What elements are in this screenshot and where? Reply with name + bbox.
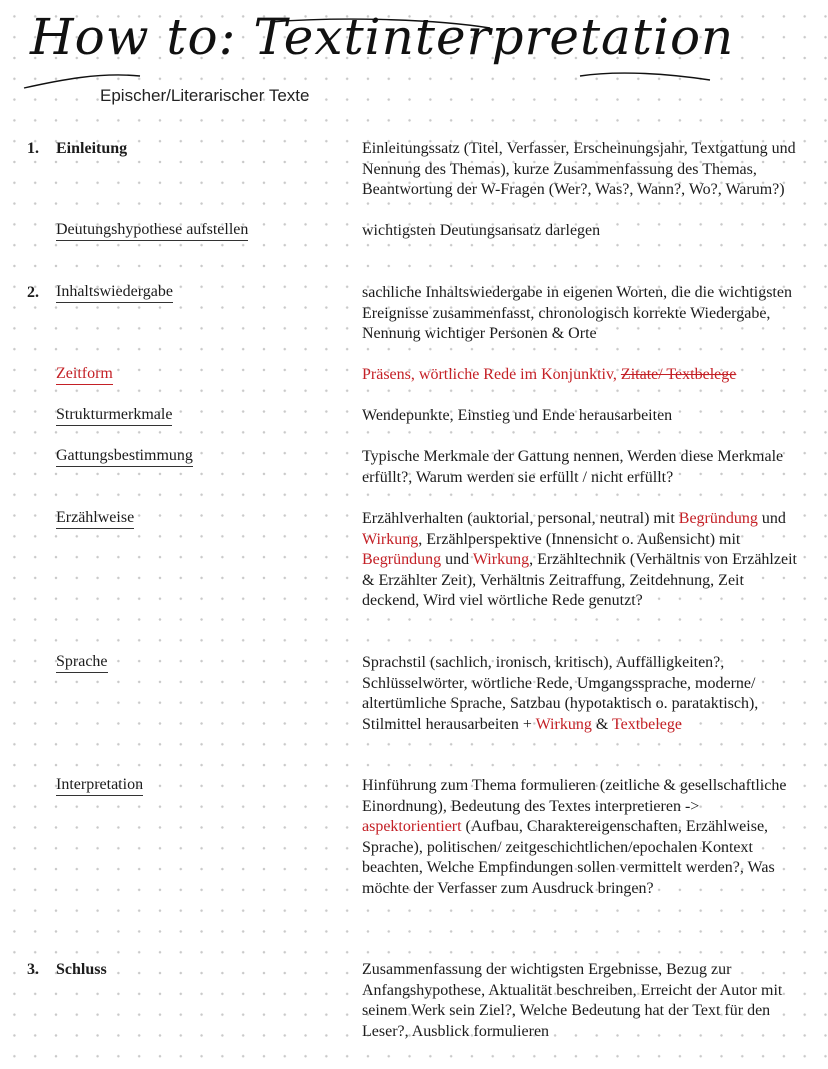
zeitform-text: Präsens, wörtliche Rede im Konjunktiv, [362, 366, 621, 383]
item-description: Wendepunkte, Einstieg und Ende herausarbeiten [362, 407, 673, 424]
section-number: 3. [27, 961, 39, 978]
page-title: How to: Textinterpretation [30, 8, 735, 66]
section-number: 1. [27, 140, 39, 157]
highlight-wirkung: Wirkung [472, 551, 530, 569]
section-heading: Schluss [56, 961, 107, 978]
item-description [362, 776, 802, 900]
item-label: Gattungsbestimmung [56, 447, 193, 467]
section-number: 2. [27, 284, 39, 301]
highlight-wirkung: Wirkung [362, 530, 419, 548]
item-description: wichtigsten Deutungsansatz darlegen [362, 222, 601, 239]
text-run: & [591, 715, 612, 733]
item-description [362, 653, 802, 735]
struck-text: Zitate/ Textbelege [620, 366, 737, 383]
text-run: Sprachstil (sachlich, ironisch, kritisch), Auffälligkeiten?, Schlüsselwörter, wörtliche Rede, Umgangssprache, moderne/ altertümliche Sprache, Satzbau (hypotaktisch o. parataktisch), Stilmittel herausarbeiten + [362, 654, 759, 733]
section-description: sachliche Inhaltswiedergabe in eigenen Worten, die die wichtigsten Ereignisse zusammenfasst, chronologisch korrekte Wiedergabe, Nennung wichtiger Personen & Orte [362, 284, 792, 343]
section-description: Einleitungssatz (Titel, Verfasser, Erscheinungsjahr, Textgattung und Nennung des Themas), kurze Zusammenfassung des Themas, Beantwortung der W-Fragen (Wer?, Was?, Wann?, Wo?, Warum?) [362, 140, 796, 199]
text-run: , Erzählperspektive (Innensicht o. Außensicht) mit [418, 530, 741, 548]
text-run: und [757, 510, 786, 527]
text-run: Hinführung zum Thema formulieren (zeitliche & gesellschaftliche Einordnung), Bedeutung des Textes interpretieren -> [362, 777, 787, 815]
item-label: Sprache [56, 653, 108, 673]
text-run: Erzählverhalten (auktorial, personal, neutral) mit [362, 510, 679, 527]
page-subtitle: Epischer/Literarischer Texte [100, 86, 310, 105]
highlight-wirkung: Wirkung [535, 715, 592, 733]
highlight-begruendung: Begründung [678, 510, 758, 527]
item-label: Interpretation [56, 776, 143, 796]
highlight-textbelege: Textbelege [611, 715, 682, 733]
item-label: Zeitform [56, 365, 113, 385]
item-label: Strukturmerkmale [56, 406, 172, 426]
section-heading: Einleitung [56, 140, 128, 157]
item-description [362, 509, 802, 612]
item-label: Deutungshypothese aufstellen [56, 221, 248, 241]
item-description [362, 365, 802, 386]
section-heading: Inhaltswiedergabe [56, 283, 173, 303]
text-run: (Aufbau, Charaktereigenschaften, Erzählweise, Sprache), politischen/ zeitgeschichtlichen/epochalen Kontext beachten, Welche Empfindungen sollen vermittelt werden?, Was möchte der Verfasser zum Ausdruck bringen? [362, 818, 775, 897]
highlight-begruendung: Begründung [362, 551, 442, 569]
text-run: , Erzähltechnik (Verhältnis von Erzählzeit & Erzählter Zeit), Verhältnis Zeitraffung, Zeitdehnung, Zeit deckend, Wird viel wörtliche Rede genutzt? [362, 551, 797, 610]
item-description: Typische Merkmale der Gattung nennen, Werden diese Merkmale erfüllt?, Warum werden sie erfüllt / nicht erfüllt? [362, 448, 784, 486]
text-run: und [441, 551, 473, 569]
section-description: Zusammenfassung der wichtigsten Ergebnisse, Bezug zur Anfangshypothese, Aktualität beschreiben, Erreicht der Autor mit seinem Werk sein Ziel?, Welche Bedeutung hat der Text für den Leser?, Ausblick formulieren [362, 961, 783, 1040]
item-label: Erzählweise [56, 509, 134, 529]
highlight-aspektorientiert: aspektorientiert [362, 818, 462, 836]
